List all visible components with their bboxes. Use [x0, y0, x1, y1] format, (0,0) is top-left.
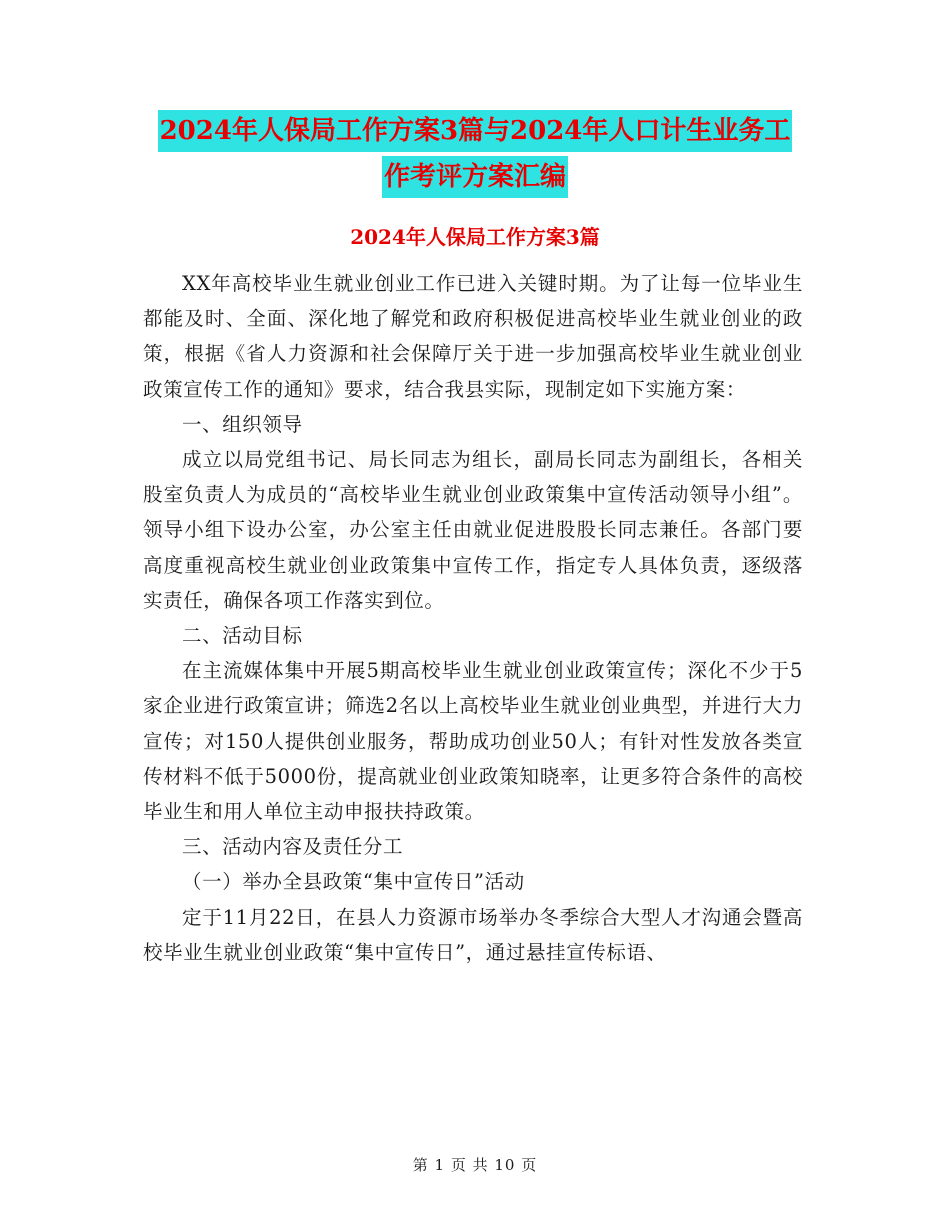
paragraph-goals: 在主流媒体集中开展5期高校毕业生就业创业政策宣传；深化不少于5家企业进行政策宣讲；筛选2名以上高校毕业生就业创业典型，并进行大力宣传；对150人提供创业服务，帮助成功创业50人；有针对性发放各类宣传材料不低于5000份，提高就业创业政策知晓率，让更多符合条件的高校毕业生和用人单位主动申报扶持政策。: [143, 659, 803, 824]
heading-goals: 二、活动目标: [182, 624, 303, 648]
document-title: [100, 110, 850, 202]
paragraph-publicity-day: 定于11月22日，在县人力资源市场举办冬季综合大型人才沟通会暨高校毕业生就业创业政策“集中宣传日”，通过悬挂宣传标语、: [143, 905, 803, 964]
document-body: [143, 266, 803, 970]
heading-content: 三、活动内容及责任分工: [182, 835, 404, 859]
page-footer: 第 1 页 共 10 页: [412, 1156, 538, 1174]
section-title: 2024年人保局工作方案3篇: [350, 225, 600, 249]
paragraph-intro: XX年高校毕业生就业创业工作已进入关键时期。为了让每一位毕业生都能及时、全面、深化地了解党和政府积极促进高校毕业生就业创业的政策，根据《省人力资源和社会保障厅关于进一步加强高校毕业生就业创业政策宣传工作的通知》要求，结合我县实际，现制定如下实施方案：: [143, 272, 803, 401]
heading-organization: 一、组织领导: [182, 412, 303, 436]
title-line-2: 作考评方案汇编: [382, 156, 568, 198]
title-line-1: 2024年人保局工作方案3篇与2024年人口计生业务工: [158, 110, 793, 152]
subheading-publicity-day: （一）举办全县政策“集中宣传日”活动: [182, 870, 525, 894]
paragraph-organization: 成立以局党组书记、局长同志为组长，副局长同志为副组长，各相关股室负责人为成员的“高校毕业生就业创业政策集中宣传活动领导小组”。领导小组下设办公室，办公室主任由就业促进股股长同志兼任。各部门要高度重视高校生就业创业政策集中宣传工作，指定专人具体负责，逐级落实责任，确保各项工作落实到位。: [143, 448, 803, 612]
